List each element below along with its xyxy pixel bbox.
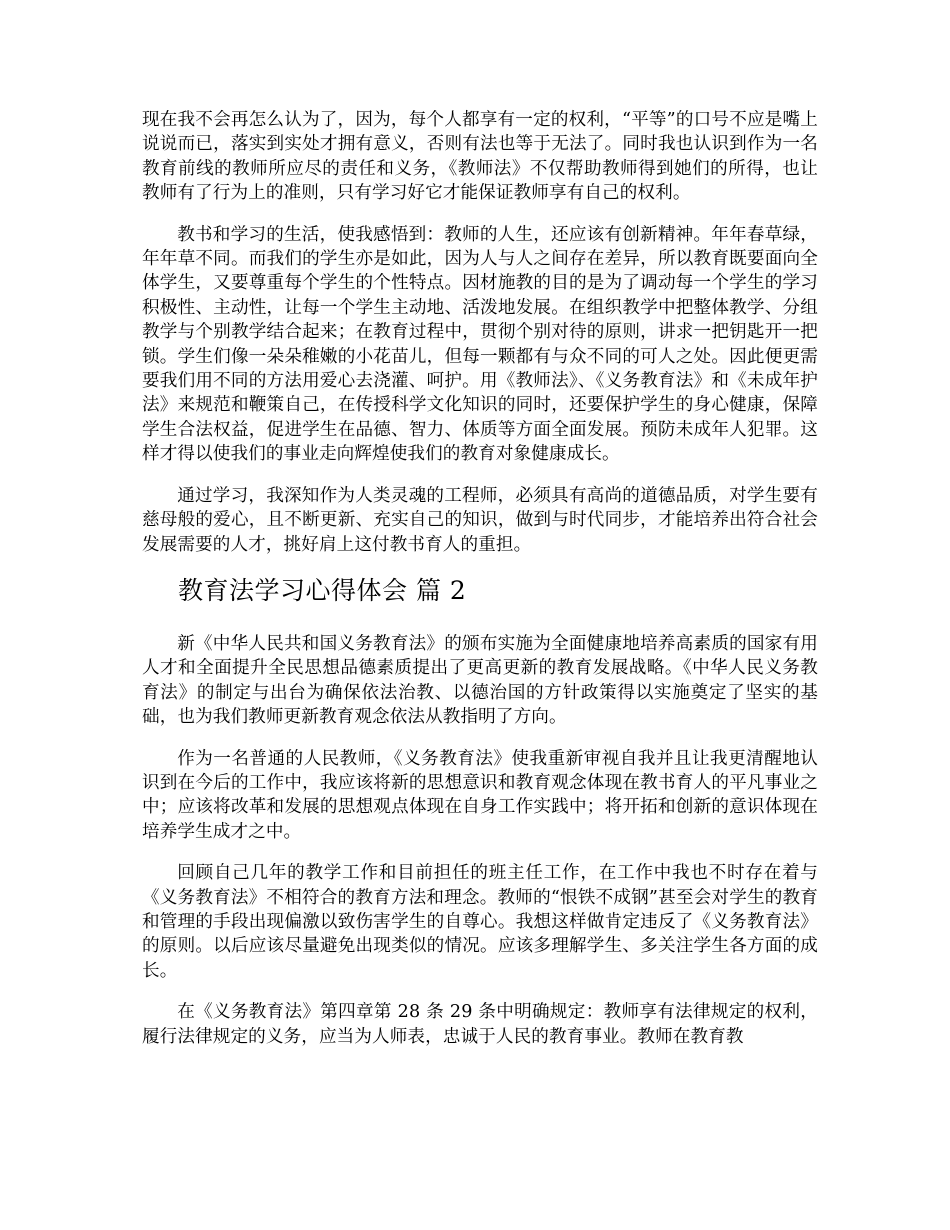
body-paragraph: 在《义务教育法》第四章第 28 条 29 条中明确规定：教师享有法律规定的权利，履行法律规定的义务，应当为人师表，忠诚于人民的教育事业。教师在教育教 <box>142 1002 818 1047</box>
body-paragraph: 通过学习，我深知作为人类灵魂的工程师，必须具有高尚的道德品质，对学生要有慈母般的爱心，且不断更新、充实自己的知识，做到与时代同步，才能培养出符合社会发展需要的人才，挑好肩上这付教书育人的重担。 <box>142 485 818 555</box>
body-paragraph: 教书和学习的生活，使我感悟到：教师的人生，还应该有创新精神。年年春草绿，年年草不同。而我们的学生亦是如此，因为人与人之间存在差异，所以教育既要面向全体学生，又要尊重每个学生的个性特点。因材施教的目的是为了调动每一个学生的学习积极性、主动性，让每一个学生主动地、活泼地发展。在组织教学中把整体教学、分组教学与个别教学结合起来；在教育过程中，贯彻个别对待的原则，讲求一把钥匙开一把锁。学生们像一朵朵稚嫩的小花苗儿，但每一颗都有与众不同的可人之处。因此便更需要我们用不同的方法用爱心去浇灌、呵护。用《教师法》、《义务教育法》和《未成年护法》来规范和鞭策自己，在传授科学文化知识的同时，还要保护学生的身心健康，保障学生合法权益，促进学生在品德、智力、体质等方面全面发展。预防未成年人犯罪。这样才得以使我们的事业走向辉煌使我们的教育对象健康成长。 <box>142 224 818 465</box>
section-title: 教育法学习心得体会 篇 2 <box>178 575 467 605</box>
body-paragraph: 新《中华人民共和国义务教育法》的颁布实施为全面健康地培养高素质的国家有用人才和全面提升全民思想品德素质提出了更高更新的教育发展战略。《中华人民义务教育法》的制定与出台为确保依法治教、以德治国的方针政策得以实施奠定了坚实的基础，也为我们教师更新教育观念依法从教指明了方向。 <box>142 633 818 728</box>
body-paragraph: 现在我不会再怎么认为了，因为，每个人都享有一定的权利，“平等”的口号不应是嘴上说说而已，落实到实处才拥有意义，否则有法也等于无法了。同时我也认识到作为一名教育前线的教师所应尽的责任和义务，《教师法》不仅帮助教师得到她们的所得，也让教师有了行为上的准则，只有学习好它才能保证教师享有自己的权利。 <box>142 110 818 204</box>
body-paragraph: 回顾自己几年的教学工作和目前担任的班主任工作，在工作中我也不时存在着与《义务教育法》不相符合的教育方法和理念。教师的“恨铁不成钢”甚至会对学生的教育和管理的手段出现偏激以致伤害学生的自尊心。我想这样做肯定违反了《义务教育法》的原则。以后应该尽量避免出现类似的情况。应该多理解学生、多关注学生各方面的成长。 <box>142 863 818 981</box>
document-page <box>142 108 818 1066</box>
body-paragraph: 作为一名普通的人民教师，《义务教育法》使我重新审视自我并且让我更清醒地认识到在今后的工作中，我应该将新的思想意识和教育观念体现在教书育人的平凡事业之中；应该将改革和发展的思想观点体现在自身工作实践中；将开拓和创新的意识体现在培养学生成才之中。 <box>142 748 818 842</box>
